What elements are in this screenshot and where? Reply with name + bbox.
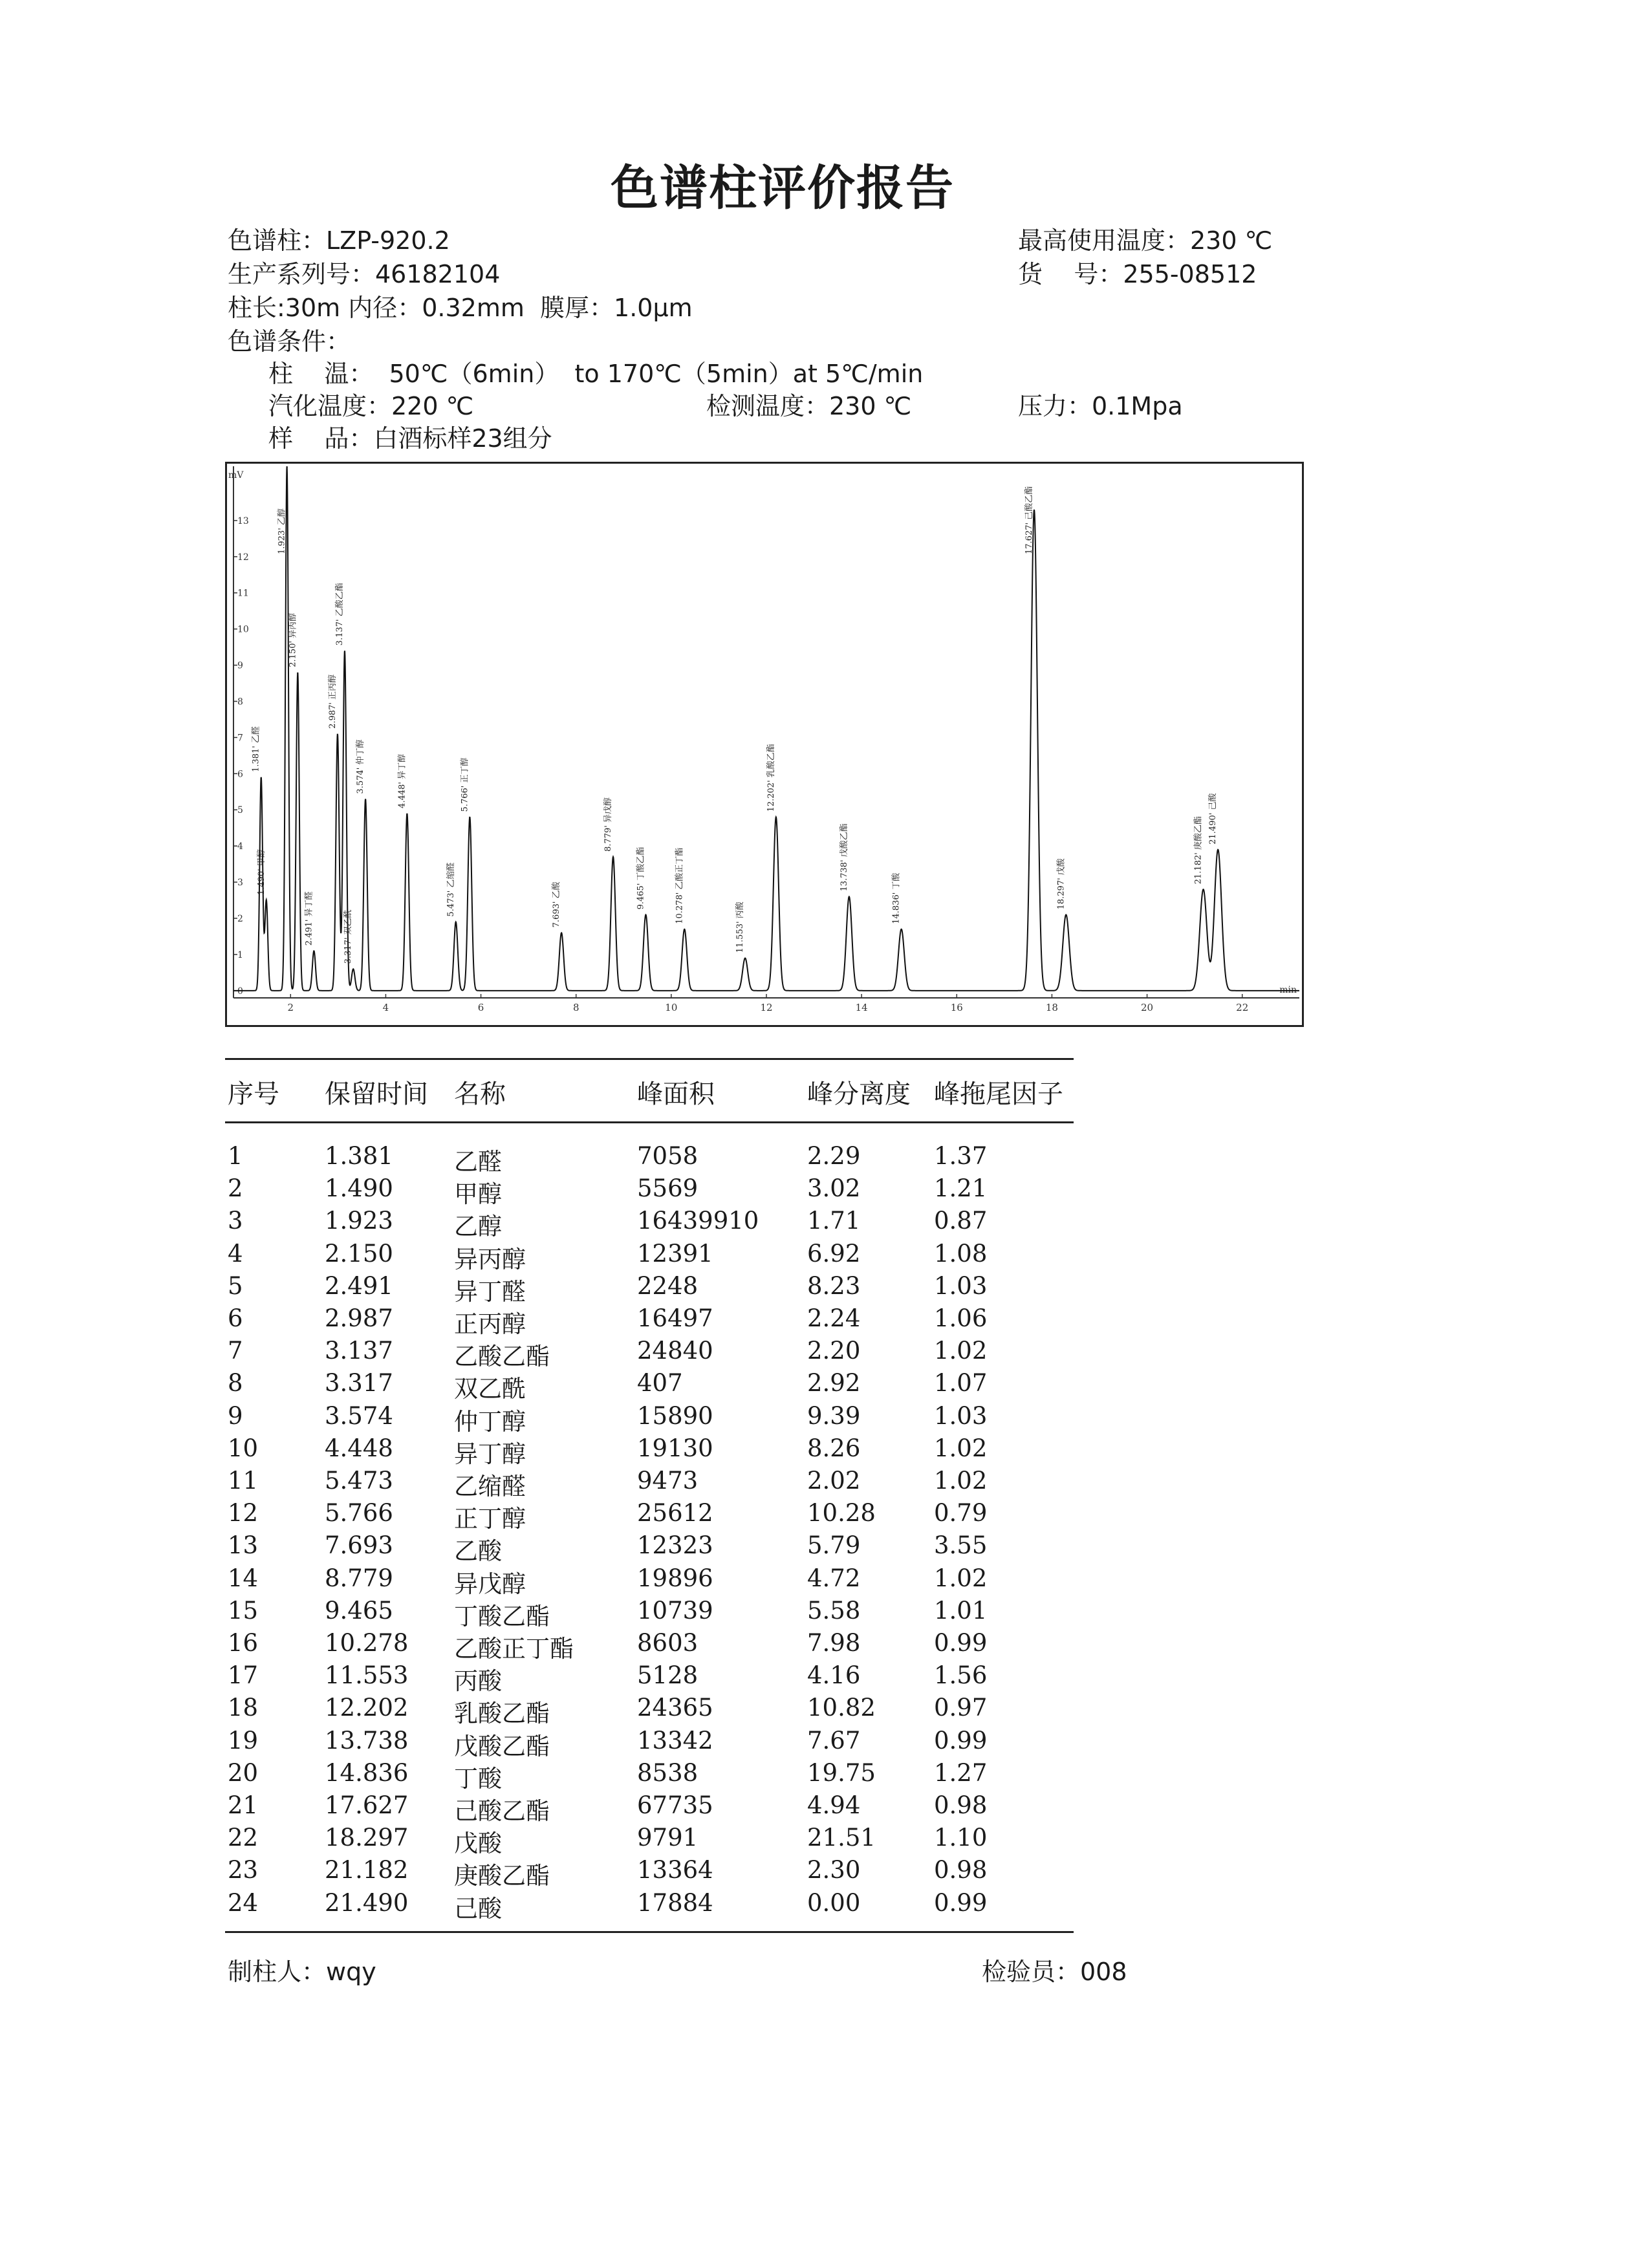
cell-peak-area: 8603 [637,1629,698,1657]
cell-index: 14 [228,1564,259,1592]
cell-index: 4 [228,1239,243,1268]
cell-index: 24 [228,1888,259,1917]
header-name: 名称 [454,1079,506,1109]
x-tick-label: 14 [855,1002,868,1013]
cell-resolution: 3.02 [807,1174,861,1203]
cell-retention-time: 2.150 [325,1239,393,1268]
cell-name: 己酸 [454,1894,502,1923]
y-tick-label: 3 [237,878,243,889]
cell-retention-time: 5.473 [325,1467,393,1495]
cell-resolution: 2.24 [807,1304,861,1332]
cell-tailing-factor: 1.01 [934,1596,988,1625]
cell-peak-area: 16439910 [637,1207,759,1235]
cell-retention-time: 21.182 [325,1856,409,1885]
table-bottom-rule [225,1931,1074,1933]
peak-20-label: 14.836' 丁酸 [891,872,902,924]
peak-22-label: 18.297' 戊酸 [1056,858,1067,910]
cell-retention-time: 3.317 [325,1369,393,1398]
peak-21-label: 17.627' 己酸乙酯 [1024,486,1034,554]
cell-name: 异丁醛 [454,1277,526,1306]
cell-index: 12 [228,1499,259,1528]
peak-19-label: 13.738' 戊酸乙酯 [839,823,849,892]
cell-index: 6 [228,1304,243,1332]
peak-1-label: 1.381' 乙醛 [251,726,261,772]
cell-resolution: 7.67 [807,1726,861,1755]
cell-index: 19 [228,1726,259,1755]
max-temperature: 最高使用温度：230 ℃ [1018,226,1273,255]
peak-15-label: 9.465' 丁酸乙酯 [636,847,646,910]
chromatogram-frame [225,462,1304,1027]
cell-retention-time: 1.381 [325,1142,393,1170]
cell-retention-time: 1.490 [325,1174,393,1203]
cell-peak-area: 24365 [637,1694,713,1722]
cell-index: 15 [228,1596,259,1625]
cell-peak-area: 10739 [637,1596,713,1625]
table-header-rule [225,1121,1074,1123]
oven-program: 柱 温： 50℃（6min） to 170℃（5min）at 5℃/min [268,360,924,388]
peak-24-label: 21.490' 己酸 [1208,793,1218,845]
peak-9-label: 3.574' 仲丁醇 [356,739,366,794]
peak-6-label: 2.987' 正丙醇 [327,674,338,729]
cell-resolution: 0.00 [807,1888,861,1917]
cell-resolution: 8.23 [807,1271,861,1300]
peak-10-label: 4.448' 异丁醇 [397,753,407,808]
peak-18-label: 12.202' 乳酸乙酯 [766,744,776,812]
peak-7-label: 3.137' 乙酸乙酯 [334,583,345,646]
cell-retention-time: 2.987 [325,1304,393,1332]
y-tick-label: 8 [237,697,243,707]
cell-name: 正丙醇 [454,1310,526,1338]
y-tick-label: 1 [237,949,243,960]
cell-tailing-factor: 1.10 [934,1824,988,1852]
cell-name: 戊酸乙酯 [454,1732,550,1760]
cell-resolution: 1.71 [807,1207,861,1235]
cell-index: 5 [228,1271,243,1300]
y-tick-label: 11 [237,588,249,599]
cell-retention-time: 2.491 [325,1271,393,1300]
cell-tailing-factor: 3.55 [934,1531,988,1560]
cell-peak-area: 13342 [637,1726,713,1755]
cell-resolution: 10.28 [807,1499,876,1528]
peak-23-label: 21.182' 庚酸乙酯 [1193,816,1204,885]
cell-peak-area: 12323 [637,1531,713,1560]
cell-peak-area: 13364 [637,1856,713,1885]
y-tick-label: 10 [237,624,249,635]
cell-resolution: 4.16 [807,1661,861,1690]
cell-tailing-factor: 1.06 [934,1304,988,1332]
cell-tailing-factor: 1.03 [934,1401,988,1430]
y-tick-label: 12 [237,552,249,563]
cell-resolution: 9.39 [807,1401,861,1430]
peak-16-label: 10.278' 乙酸正丁酯 [675,847,685,924]
cell-resolution: 2.20 [807,1337,861,1365]
cell-name: 乙酸乙酯 [454,1343,550,1371]
cell-peak-area: 9791 [637,1824,698,1852]
cell-name: 丙酸 [454,1667,502,1696]
x-tick-label: 20 [1141,1002,1154,1013]
cell-retention-time: 18.297 [325,1824,409,1852]
cell-resolution: 4.94 [807,1791,861,1819]
detector-temp: 检测温度：230 ℃ [706,392,912,420]
cell-retention-time: 14.836 [325,1758,409,1787]
cell-peak-area: 407 [637,1369,683,1398]
column-maker: 制柱人：wqy [228,1958,376,1986]
cell-name: 乙酸正丁酯 [454,1635,574,1663]
cell-peak-area: 15890 [637,1401,713,1430]
cell-tailing-factor: 1.02 [934,1564,988,1592]
cell-retention-time: 9.465 [325,1596,393,1625]
cell-resolution: 7.98 [807,1629,861,1657]
cell-resolution: 19.75 [807,1758,876,1787]
cell-resolution: 2.92 [807,1369,861,1398]
peak-3-label: 1.923' 乙醇 [277,508,287,554]
table-top-rule [225,1058,1074,1060]
cell-retention-time: 5.766 [325,1499,393,1528]
injector-temp: 汽化温度：220 ℃ [268,392,474,420]
cell-retention-time: 8.779 [325,1564,393,1592]
y-tick-label: 4 [237,841,243,852]
cell-tailing-factor: 0.98 [934,1791,988,1819]
cell-name: 异戊醇 [454,1570,526,1598]
cell-name: 丁酸乙酯 [454,1602,550,1630]
serial-number: 生产系列号：46182104 [228,260,501,288]
pressure: 压力：0.1Mpa [1018,392,1183,420]
cell-retention-time: 21.490 [325,1888,409,1917]
cell-resolution: 2.02 [807,1467,861,1495]
x-tick-label: 12 [760,1002,773,1013]
sample-name: 样 品：白酒标样23组分 [268,424,552,453]
y-tick-label: 6 [237,769,243,780]
cell-peak-area: 8538 [637,1758,698,1787]
header-retention-time: 保留时间 [325,1079,428,1109]
cell-resolution: 5.58 [807,1596,861,1625]
cell-name: 乳酸乙酯 [454,1700,550,1728]
cell-index: 9 [228,1401,243,1430]
x-tick-label: 10 [665,1002,678,1013]
cell-tailing-factor: 1.21 [934,1174,988,1203]
cell-name: 异丁醇 [454,1440,526,1468]
cell-peak-area: 7058 [637,1142,698,1170]
cell-retention-time: 4.448 [325,1434,393,1462]
cell-peak-area: 17884 [637,1888,713,1917]
peak-4-label: 2.150' 异丙醇 [288,612,298,667]
signal-trace [233,467,1299,991]
chromatogram-chart [227,464,1306,1029]
cell-index: 2 [228,1174,243,1203]
cell-retention-time: 7.693 [325,1531,393,1560]
cell-retention-time: 10.278 [325,1629,409,1657]
cell-index: 11 [228,1467,259,1495]
header-tailing-factor: 峰拖尾因子 [934,1079,1063,1109]
y-tick-label: 7 [237,733,243,744]
cell-retention-time: 3.574 [325,1401,393,1430]
page-title: 色谱柱评价报告 [611,160,955,216]
cell-tailing-factor: 1.27 [934,1758,988,1787]
cell-peak-area: 24840 [637,1337,713,1365]
cell-tailing-factor: 0.87 [934,1207,988,1235]
peak-5-label: 2.491' 异丁醛 [304,891,314,946]
cell-tailing-factor: 1.08 [934,1239,988,1268]
cell-tailing-factor: 1.56 [934,1661,988,1690]
peak-2-label: 1.490' 甲醇 [256,849,266,896]
cell-tailing-factor: 0.98 [934,1856,988,1885]
cell-tailing-factor: 0.79 [934,1499,988,1528]
cell-name: 甲醇 [454,1180,502,1209]
x-tick-label: 8 [572,1002,579,1013]
cell-tailing-factor: 1.03 [934,1271,988,1300]
cell-resolution: 21.51 [807,1824,876,1852]
cell-peak-area: 16497 [637,1304,713,1332]
cell-index: 20 [228,1758,259,1787]
cell-resolution: 2.30 [807,1856,861,1885]
cell-tailing-factor: 1.07 [934,1369,988,1398]
cell-peak-area: 5569 [637,1174,698,1203]
peak-13-label: 7.693' 乙酸 [552,881,562,928]
cell-retention-time: 3.137 [325,1337,393,1365]
cell-tailing-factor: 0.99 [934,1629,988,1657]
header-resolution: 峰分离度 [807,1079,911,1109]
header-index: 序号 [228,1079,279,1109]
cell-tailing-factor: 1.02 [934,1467,988,1495]
cell-resolution: 5.79 [807,1531,861,1560]
cell-name: 己酸乙酯 [454,1797,550,1825]
cell-peak-area: 19896 [637,1564,713,1592]
cell-index: 10 [228,1434,259,1462]
x-tick-label: 4 [382,1002,389,1013]
cell-peak-area: 9473 [637,1467,698,1495]
cell-name: 双乙酰 [454,1375,526,1403]
y-tick-label: 5 [237,805,243,816]
cell-retention-time: 11.553 [325,1661,409,1690]
cell-index: 22 [228,1824,259,1852]
cell-name: 乙醇 [454,1213,502,1241]
cell-name: 庚酸乙酯 [454,1862,550,1890]
y-tick-label: 13 [237,515,249,526]
cell-name: 乙缩醛 [454,1473,526,1500]
column-model: 色谱柱：LZP-920.2 [228,226,450,255]
cell-peak-area: 2248 [637,1271,698,1300]
cell-index: 21 [228,1791,259,1819]
cell-tailing-factor: 1.37 [934,1142,988,1170]
cell-resolution: 6.92 [807,1239,861,1268]
catalog-number: 货 号：255-08512 [1018,260,1257,288]
cell-index: 16 [228,1629,259,1657]
cell-tailing-factor: 1.02 [934,1434,988,1462]
cell-peak-area: 25612 [637,1499,713,1528]
x-tick-label: 6 [477,1002,484,1013]
cell-peak-area: 67735 [637,1791,713,1819]
x-tick-label: 16 [950,1002,963,1013]
peak-11-label: 5.473' 乙缩醛 [446,862,456,917]
y-tick-label: 0 [237,986,243,997]
cell-tailing-factor: 1.02 [934,1337,988,1365]
cell-peak-area: 12391 [637,1239,713,1268]
cell-retention-time: 17.627 [325,1791,409,1819]
cell-peak-area: 19130 [637,1434,713,1462]
cell-name: 仲丁醇 [454,1407,526,1436]
peak-8-label: 3.317' 双乙酰 [343,909,354,964]
peak-17-label: 11.553' 丙酸 [735,902,746,953]
cell-name: 正丁醇 [454,1505,526,1533]
cell-index: 1 [228,1142,243,1170]
y-tick-label: 9 [237,660,243,671]
x-tick-label: 18 [1045,1002,1058,1013]
cell-name: 乙酸 [454,1537,502,1566]
y-axis-label: mV [228,470,244,481]
cell-index: 17 [228,1661,259,1690]
cell-index: 7 [228,1337,243,1365]
x-tick-label: 22 [1236,1002,1249,1013]
cell-tailing-factor: 0.97 [934,1694,988,1722]
cell-resolution: 4.72 [807,1564,861,1592]
y-tick-label: 2 [237,913,243,924]
header-peak-area: 峰面积 [637,1079,715,1109]
cell-name: 异丙醇 [454,1245,526,1273]
cell-index: 8 [228,1369,243,1398]
cell-resolution: 2.29 [807,1142,861,1170]
cell-index: 13 [228,1531,259,1560]
cell-retention-time: 12.202 [325,1694,409,1722]
cell-retention-time: 1.923 [325,1207,393,1235]
x-axis-label: min [1279,985,1297,995]
cell-resolution: 8.26 [807,1434,861,1462]
cell-name: 丁酸 [454,1764,502,1793]
inspector: 检验员：008 [982,1958,1127,1986]
cell-tailing-factor: 0.99 [934,1726,988,1755]
cell-tailing-factor: 0.99 [934,1888,988,1917]
cell-resolution: 10.82 [807,1694,876,1722]
cell-retention-time: 13.738 [325,1726,409,1755]
cell-name: 乙醛 [454,1148,502,1176]
x-tick-label: 2 [287,1002,294,1013]
conditions-label: 色谱条件： [228,327,351,356]
peak-12-label: 5.766' 正丁醇 [460,757,470,812]
cell-index: 18 [228,1694,259,1722]
column-dimensions: 柱长:30m 内径：0.32mm 膜厚：1.0μm [228,294,693,322]
cell-peak-area: 5128 [637,1661,698,1690]
cell-index: 23 [228,1856,259,1885]
cell-name: 戊酸 [454,1830,502,1858]
cell-index: 3 [228,1207,243,1235]
peak-14-label: 8.779' 异戊醇 [603,797,614,852]
